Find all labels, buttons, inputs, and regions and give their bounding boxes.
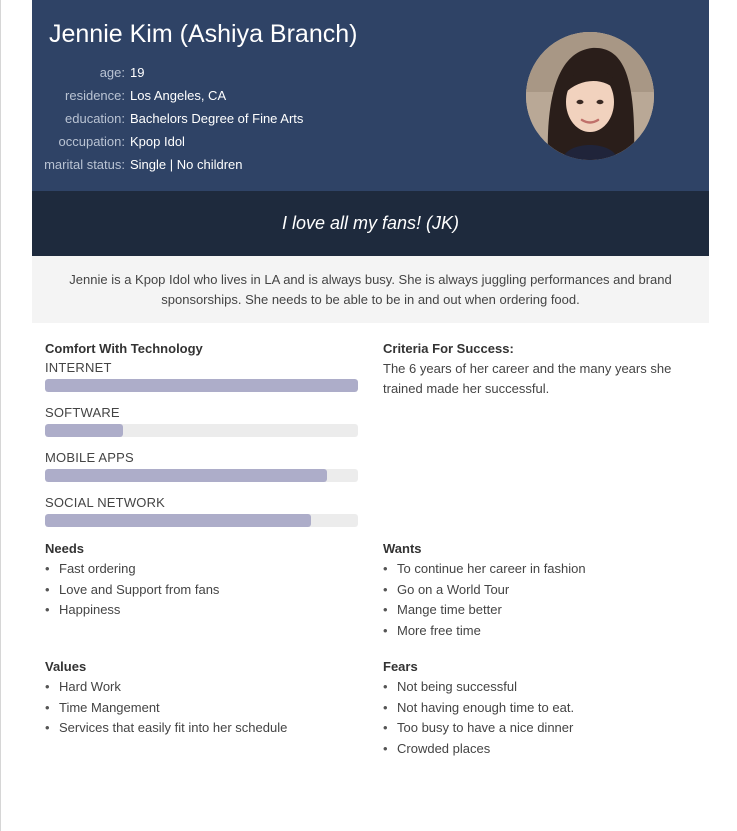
tech-label: SOCIAL NETWORK	[45, 495, 166, 510]
tech-item-mobile-apps	[45, 450, 358, 482]
section-title: Criteria For Success:	[383, 341, 514, 356]
progress-bar-fill	[45, 469, 327, 482]
tech-label: INTERNET	[45, 360, 112, 375]
detail-row-marital-status	[32, 153, 303, 176]
detail-label: residence:	[65, 88, 125, 103]
section-title: Needs	[45, 541, 85, 556]
section-title: Comfort With Technology	[45, 341, 203, 356]
detail-value: Bachelors Degree of Fine Arts	[130, 111, 304, 126]
detail-value: Los Angeles, CA	[130, 88, 227, 103]
progress-bar-track	[45, 424, 358, 437]
needs-section	[45, 541, 355, 621]
detail-row-age	[32, 61, 303, 84]
list-item: • Crowded places	[383, 739, 693, 760]
avatar-portrait-illustration	[526, 32, 654, 160]
persona-header	[32, 0, 709, 191]
progress-bar-track	[45, 379, 358, 392]
tech-label: MOBILE APPS	[45, 450, 134, 465]
detail-row-education	[32, 107, 303, 130]
list-item: • Fast ordering	[45, 559, 355, 580]
tech-label: SOFTWARE	[45, 405, 120, 420]
detail-row-residence	[32, 84, 303, 107]
values-list	[45, 677, 355, 739]
list-item: • Not having enough time to eat.	[383, 698, 693, 719]
persona-summary: Jennie is a Kpop Idol who lives in LA and is always busy. She is always juggling performances and brand sponsorships. She needs to be able to be in and out when ordering food.	[32, 256, 709, 323]
persona-card	[32, 0, 709, 756]
detail-label: occupation:	[58, 134, 125, 149]
progress-bar-fill	[45, 514, 311, 527]
detail-row-occupation	[32, 130, 303, 153]
section-title: Fears	[383, 659, 418, 674]
detail-value: Single | No children	[130, 157, 243, 172]
list-item: • Time Mangement	[45, 698, 355, 719]
page-left-border	[0, 0, 1, 831]
fears-section	[383, 659, 693, 759]
list-item: • Go on a World Tour	[383, 580, 693, 601]
progress-bar-track	[45, 469, 358, 482]
needs-list	[45, 559, 355, 621]
tech-item-internet	[45, 360, 358, 392]
detail-value: 19	[130, 65, 145, 80]
persona-name: Jennie Kim (Ashiya Branch)	[49, 20, 358, 48]
comfort-with-technology	[45, 341, 358, 540]
fears-list	[383, 677, 693, 759]
list-item: • Love and Support from fans	[45, 580, 355, 601]
progress-bar-track	[45, 514, 358, 527]
detail-label: marital status:	[44, 157, 125, 172]
detail-value: Kpop Idol	[130, 134, 185, 149]
tech-item-software	[45, 405, 358, 437]
list-item: • Not being successful	[383, 677, 693, 698]
list-item: • To continue her career in fashion	[383, 559, 693, 580]
section-title: Wants	[383, 541, 422, 556]
wants-section	[383, 541, 693, 641]
persona-avatar	[526, 32, 654, 160]
detail-label: age:	[99, 65, 125, 80]
list-item: • Happiness	[45, 600, 355, 621]
list-item: • More free time	[383, 621, 693, 642]
tech-item-social-network	[45, 495, 358, 527]
persona-details	[32, 61, 303, 176]
progress-bar-fill	[45, 379, 358, 392]
criteria-text: The 6 years of her career and the many years she trained made her successful.	[383, 361, 672, 396]
criteria-for-success	[383, 341, 693, 399]
list-item: • Services that easily fit into her schedule	[45, 718, 355, 739]
list-item: • Mange time better	[383, 600, 693, 621]
section-title: Values	[45, 659, 87, 674]
list-item: • Too busy to have a nice dinner	[383, 718, 693, 739]
wants-list	[383, 559, 693, 641]
values-section	[45, 659, 355, 739]
list-item: • Hard Work	[45, 677, 355, 698]
progress-bar-fill	[45, 424, 123, 437]
persona-quote: I love all my fans! (JK)	[281, 213, 460, 233]
quote-banner	[32, 191, 709, 256]
detail-label: education:	[65, 111, 125, 126]
